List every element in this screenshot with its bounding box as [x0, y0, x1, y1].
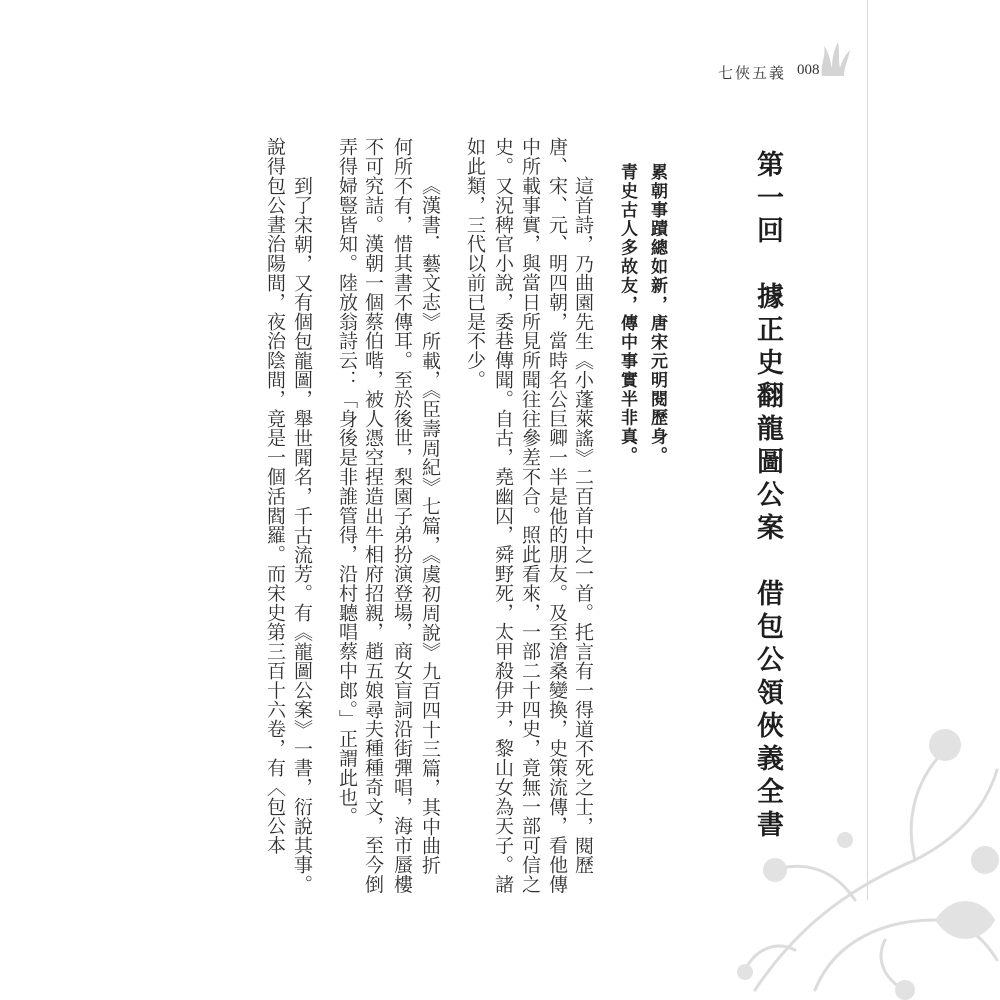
running-header-title: 七俠五義 — [718, 64, 787, 82]
text-column: 弄得婦豎皆知。陸放翁詩云：「身後是非誰管得，沿村聽唱蔡中郎。」正謂此也。 — [336, 137, 358, 826]
text-column: 說得包公晝治陽間，夜治陰間，竟是一個活閻羅。而宋史第三百十六卷，有〈包公本 — [264, 137, 286, 855]
text-column: 中所載事實，與當日所見所聞往往參差不合。照此看來，一部二十四史，竟無一部可信之 — [519, 137, 541, 894]
text-column: 到了宋朝，又有個包龍圖，舉世聞名，千古流芳。有《龍圖公案》一書，衍說其事。 — [291, 176, 313, 894]
text-column: 史。又況稗官小說，委巷傳聞。自古，堯幽囚，舜野死，太甲殺伊尹，黎山女為天子。諸 — [492, 137, 514, 894]
text-column: 唐、宋、元、明四朝，當時名公巨卿一半是他的朋友。及至滄桑變換，史策流傳，看他傳 — [546, 137, 568, 894]
floral-ornament-icon — [735, 690, 1000, 1000]
text-column: 不可究詰。漢朝一個蔡伯喈，被人憑空捏造出牛相府招親，趙五娘尋夫種種奇文，至今倒 — [362, 137, 384, 894]
poem-line: 累朝事蹟總如新，唐宋元明閱歷身。 — [647, 163, 667, 466]
text-column: 《漢書．藝文志》所載，《臣壽周紀》七篇，《虞初周說》九百四十三篇，其中曲折 — [419, 176, 441, 875]
text-column: 這首詩，乃曲園先生《小蓬萊謠》二百首中之一首。托言有一得道不死之士，閱歷 — [572, 176, 594, 875]
text-column: 何所不有，惜其書不傳耳。至於後世，梨園子弟扮演登場，商女盲詞沿街彈唱，海市蜃樓 — [391, 137, 413, 894]
text-column: 如此類，三代以前已是不少。 — [464, 137, 486, 390]
flame-ornament-icon — [818, 38, 854, 78]
chapter-title: 第一回 據正史翻龍圖公案 借包公領俠義全書 — [752, 150, 783, 843]
page-number: 008 — [797, 62, 820, 78]
poem-line: 青史古人多故友，傳中事實半非真。 — [617, 163, 637, 466]
